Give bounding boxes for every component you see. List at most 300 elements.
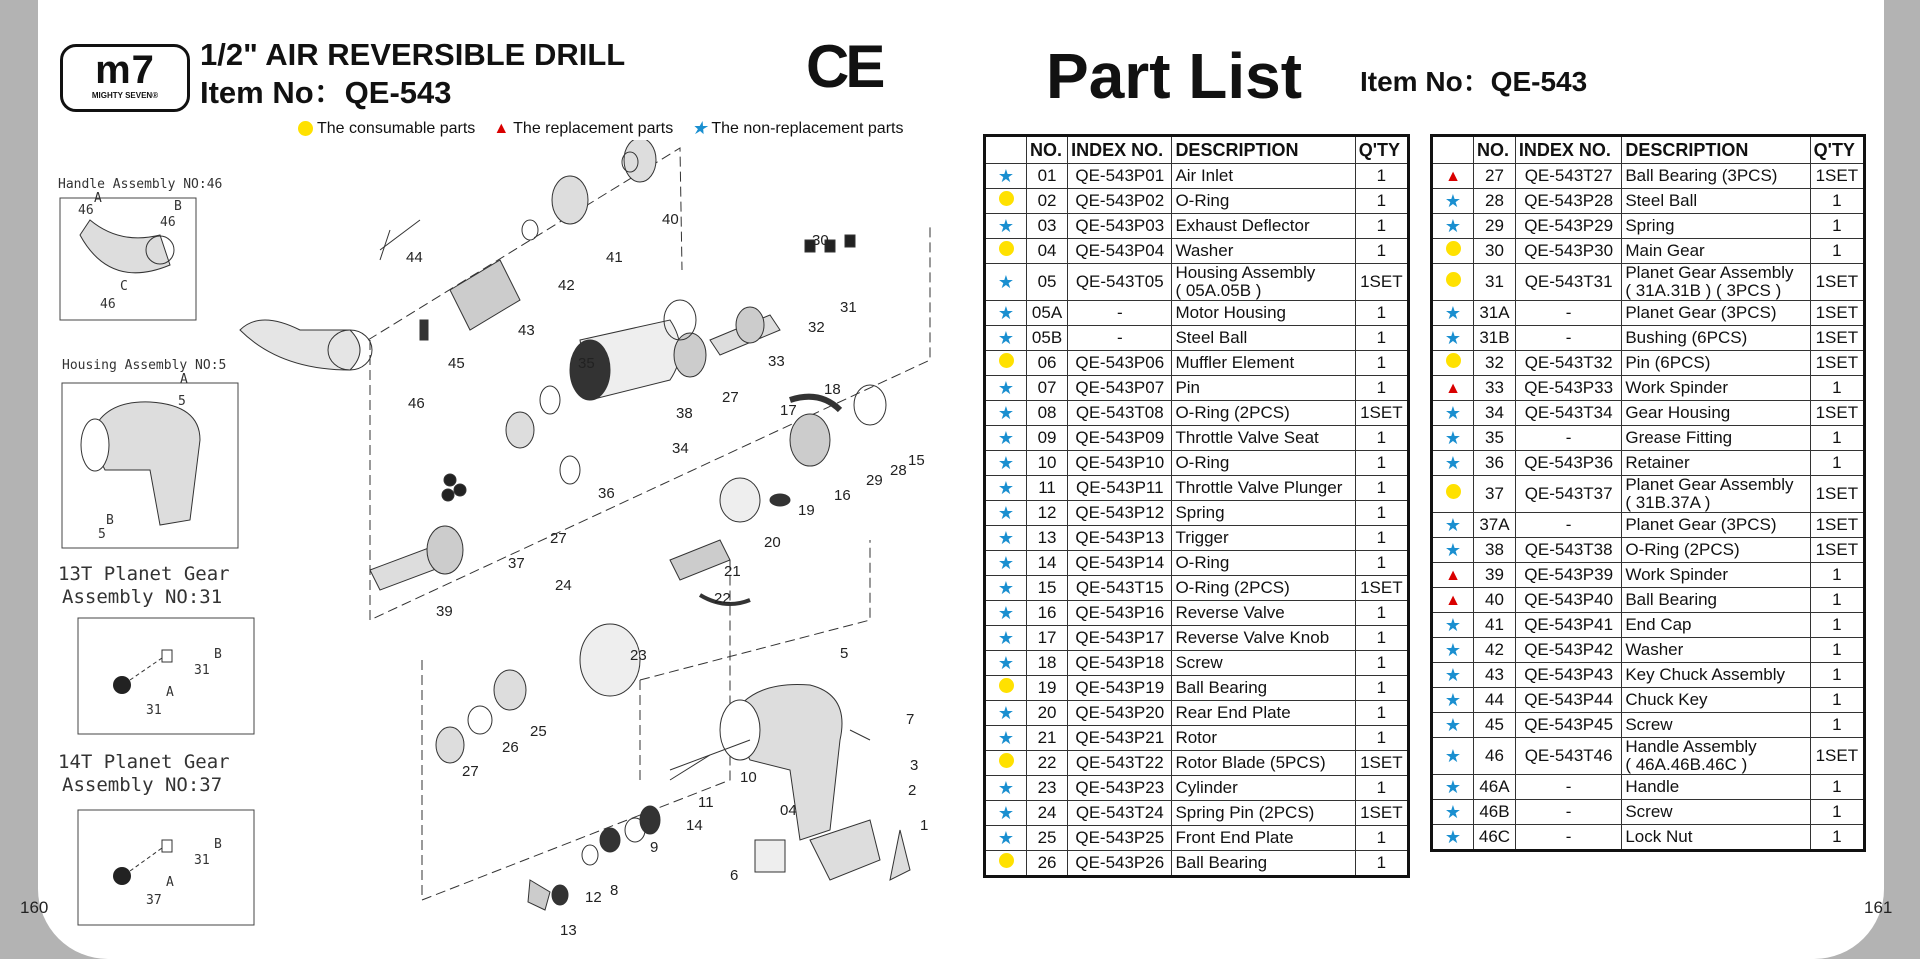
table-row (985, 239, 1409, 264)
yellow-dot-icon (1446, 241, 1461, 256)
table-row (985, 326, 1409, 351)
description-line: Cylinder (1175, 778, 1238, 797)
part-type-cell (985, 214, 1027, 239)
part-no: 39 (1474, 563, 1516, 588)
blue-star-icon: ★ (1444, 745, 1462, 766)
svg-text:46: 46 (100, 297, 116, 312)
description-line: Steel Ball (1625, 191, 1698, 210)
part-no: 37 (1474, 476, 1516, 513)
part-qty: 1SET (1355, 576, 1408, 601)
description-line: Trigger (1175, 528, 1229, 547)
part-no: 40 (1474, 588, 1516, 613)
table-row (1432, 538, 1865, 563)
part-description (1622, 189, 1810, 214)
part-qty: 1SET (1810, 738, 1864, 775)
blue-star-icon: ★ (997, 552, 1015, 573)
part-type-cell (985, 726, 1027, 751)
part-qty: 1 (1355, 551, 1408, 576)
part-type-cell (985, 551, 1027, 576)
part-no: 18 (1027, 651, 1068, 676)
svg-text:27: 27 (550, 530, 567, 547)
svg-text:2: 2 (908, 782, 917, 799)
part-type-cell (1432, 513, 1474, 538)
description-line: Pin (1175, 378, 1201, 397)
description-line: O-Ring (2PCS) (1625, 540, 1740, 559)
part-type-cell (1432, 800, 1474, 825)
blue-star-icon: ★ (997, 827, 1015, 848)
part-description (1172, 164, 1355, 189)
table-row (985, 426, 1409, 451)
part-index: - (1515, 800, 1621, 825)
part-type-cell (985, 239, 1027, 264)
part-qty: 1 (1810, 613, 1864, 638)
part-description (1622, 476, 1810, 513)
part-description (1172, 426, 1355, 451)
part-no: 46C (1474, 825, 1516, 851)
part-type-cell (1432, 825, 1474, 851)
part-index: QE-543T22 (1068, 751, 1172, 776)
part-type-cell (985, 189, 1027, 214)
part-no: 10 (1027, 451, 1068, 476)
part-qty: 1 (1355, 851, 1408, 877)
blue-star-icon: ★ (997, 652, 1015, 673)
svg-text:46: 46 (78, 203, 94, 218)
table-row (985, 401, 1409, 426)
blue-star-icon: ★ (1444, 452, 1462, 473)
part-no: 23 (1027, 776, 1068, 801)
part-index: QE-543P21 (1068, 726, 1172, 751)
svg-text:28: 28 (890, 462, 907, 479)
part-index: QE-543T24 (1068, 801, 1172, 826)
part-description (1172, 651, 1355, 676)
blue-star-icon: ★ (997, 402, 1015, 423)
description-line: O-Ring (1175, 191, 1230, 210)
part-index: QE-543P09 (1068, 426, 1172, 451)
description-line: Ball Bearing (1175, 678, 1268, 697)
part-index: QE-543P30 (1515, 239, 1621, 264)
description-line: Exhaust Deflector (1175, 216, 1310, 235)
part-no: 12 (1027, 501, 1068, 526)
part-type-cell (1432, 264, 1474, 301)
part-qty: 1 (1355, 601, 1408, 626)
blue-star-icon: ★ (1444, 327, 1462, 348)
table-row (1432, 239, 1865, 264)
part-no: 41 (1474, 613, 1516, 638)
part-type-cell (985, 476, 1027, 501)
part-type-cell (1432, 713, 1474, 738)
svg-text:16: 16 (834, 487, 851, 504)
part-index: QE-543P43 (1515, 663, 1621, 688)
svg-text:42: 42 (558, 277, 575, 294)
header-qty: Q'TY (1810, 136, 1864, 164)
page-number-left: 160 (20, 898, 49, 917)
part-type-cell (1432, 613, 1474, 638)
part-index: QE-543P25 (1068, 826, 1172, 851)
part-no: 45 (1474, 713, 1516, 738)
part-type-cell (985, 401, 1027, 426)
svg-text:15: 15 (908, 452, 925, 469)
description-line: Screw (1625, 715, 1673, 734)
description-line: ( 31B.37A ) (1625, 493, 1711, 512)
description-line: End Cap (1625, 615, 1692, 634)
table-row (985, 476, 1409, 501)
description-line: Main Gear (1625, 241, 1705, 260)
svg-text:24: 24 (555, 577, 572, 594)
part-type-cell (1432, 326, 1474, 351)
blue-star-icon: ★ (997, 452, 1015, 473)
svg-text:6: 6 (730, 867, 739, 884)
part-index: - (1068, 301, 1172, 326)
part-qty: 1 (1355, 726, 1408, 751)
svg-text:43: 43 (518, 322, 535, 339)
header-type (985, 136, 1027, 164)
part-index: - (1515, 513, 1621, 538)
svg-text:38: 38 (676, 405, 693, 422)
blue-star-icon: ★ (997, 271, 1015, 292)
blue-star-icon: ★ (997, 427, 1015, 448)
yellow-dot-icon (999, 753, 1014, 768)
inset-13t-title-1: 13T Planet Gear (58, 563, 230, 585)
part-description (1172, 726, 1355, 751)
blue-star-icon: ★ (691, 118, 708, 138)
blue-star-icon: ★ (1444, 614, 1462, 635)
part-qty: 1 (1810, 588, 1864, 613)
part-description (1622, 214, 1810, 239)
part-qty: 1 (1810, 426, 1864, 451)
part-index: QE-543P19 (1068, 676, 1172, 701)
part-no: 35 (1474, 426, 1516, 451)
description-line: Reverse Valve (1175, 603, 1285, 622)
part-qty: 1 (1810, 825, 1864, 851)
header-type (1432, 136, 1474, 164)
part-description (1172, 826, 1355, 851)
part-type-cell (985, 501, 1027, 526)
part-description (1622, 401, 1810, 426)
part-description (1172, 751, 1355, 776)
part-type-cell (985, 676, 1027, 701)
part-description (1622, 264, 1810, 301)
table-row (1432, 426, 1865, 451)
svg-text:33: 33 (768, 353, 785, 370)
red-triangle-icon: ▲ (1445, 592, 1461, 609)
part-no: 19 (1027, 676, 1068, 701)
blue-star-icon: ★ (997, 527, 1015, 548)
part-description (1622, 538, 1810, 563)
part-no: 42 (1474, 638, 1516, 663)
description-line: Pin (6PCS) (1625, 353, 1711, 372)
svg-text:5: 5 (840, 645, 849, 662)
part-qty: 1 (1810, 214, 1864, 239)
svg-text:A: A (166, 875, 174, 890)
part-qty: 1 (1355, 351, 1408, 376)
part-index: QE-543T27 (1515, 164, 1621, 189)
legend (298, 118, 903, 139)
part-no: 27 (1474, 164, 1516, 189)
logo-mark: m7 (95, 48, 155, 92)
blue-star-icon: ★ (1444, 514, 1462, 535)
part-qty: 1SET (1810, 164, 1864, 189)
description-line: Planet Gear (3PCS) (1625, 303, 1777, 322)
part-qty: 1 (1355, 826, 1408, 851)
description-line: Retainer (1625, 453, 1690, 472)
table-row (1432, 638, 1865, 663)
blue-star-icon: ★ (1444, 826, 1462, 847)
table-row (985, 601, 1409, 626)
part-index: - (1515, 426, 1621, 451)
page-number-right: 161 (1864, 898, 1893, 917)
part-no: 29 (1474, 214, 1516, 239)
part-description (1172, 526, 1355, 551)
description-line: Grease Fitting (1625, 428, 1733, 447)
part-no: 46B (1474, 800, 1516, 825)
svg-text:39: 39 (436, 603, 453, 620)
part-index: QE-543P18 (1068, 651, 1172, 676)
part-index: QE-543T31 (1515, 264, 1621, 301)
part-index: - (1515, 825, 1621, 851)
svg-text:A: A (166, 685, 174, 700)
part-no: 07 (1027, 376, 1068, 401)
table-row (1432, 775, 1865, 800)
part-description (1622, 426, 1810, 451)
part-qty: 1 (1355, 476, 1408, 501)
table-row (1432, 688, 1865, 713)
part-type-cell (1432, 451, 1474, 476)
part-description (1172, 501, 1355, 526)
part-description (1172, 401, 1355, 426)
part-qty: 1 (1355, 701, 1408, 726)
part-index: QE-543T34 (1515, 401, 1621, 426)
part-description (1172, 576, 1355, 601)
part-qty: 1 (1810, 239, 1864, 264)
svg-text:34: 34 (672, 440, 689, 457)
description-line: ( 05A.05B ) (1175, 281, 1262, 300)
part-description (1172, 776, 1355, 801)
part-qty: 1 (1810, 189, 1864, 214)
part-index: QE-543P17 (1068, 626, 1172, 651)
part-description (1622, 738, 1810, 775)
svg-text:32: 32 (808, 319, 825, 336)
part-type-cell (1432, 588, 1474, 613)
part-type-cell (985, 264, 1027, 301)
description-line: Motor Housing (1175, 303, 1286, 322)
part-description (1172, 626, 1355, 651)
blue-star-icon: ★ (997, 727, 1015, 748)
part-qty: 1 (1355, 501, 1408, 526)
table-row (1432, 613, 1865, 638)
part-index: QE-543P44 (1515, 688, 1621, 713)
part-index: QE-543T37 (1515, 476, 1621, 513)
part-no: 13 (1027, 526, 1068, 551)
part-qty: 1SET (1355, 264, 1408, 301)
svg-text:1: 1 (920, 817, 929, 834)
part-description (1622, 713, 1810, 738)
ce-mark: CE (806, 33, 882, 100)
part-type-cell (1432, 189, 1474, 214)
yellow-dot-icon (999, 678, 1014, 693)
part-list-heading: Part List (1046, 40, 1303, 112)
svg-text:18: 18 (824, 381, 841, 398)
blue-star-icon: ★ (1444, 539, 1462, 560)
part-index: QE-543P36 (1515, 451, 1621, 476)
part-type-cell (985, 526, 1027, 551)
part-index: QE-543P12 (1068, 501, 1172, 526)
part-no: 01 (1027, 164, 1068, 189)
part-description (1622, 563, 1810, 588)
part-qty: 1 (1355, 426, 1408, 451)
svg-text:41: 41 (606, 249, 623, 266)
blue-star-icon: ★ (1444, 664, 1462, 685)
description-line: Planet Gear (3PCS) (1625, 515, 1777, 534)
description-line: Rear End Plate (1175, 703, 1291, 722)
part-qty: 1 (1355, 301, 1408, 326)
description-line: Work Spinder (1625, 565, 1729, 584)
svg-text:40: 40 (662, 211, 679, 228)
part-index: - (1515, 301, 1621, 326)
table-row (985, 501, 1409, 526)
part-no: 38 (1474, 538, 1516, 563)
table-row (985, 701, 1409, 726)
exploded-parts (240, 140, 930, 910)
part-type-cell (985, 701, 1027, 726)
part-qty: 1SET (1810, 476, 1864, 513)
blue-star-icon: ★ (1444, 402, 1462, 423)
table-row (985, 551, 1409, 576)
svg-text:17: 17 (780, 402, 797, 419)
table-row (1432, 563, 1865, 588)
part-no: 32 (1474, 351, 1516, 376)
blue-star-icon: ★ (997, 777, 1015, 798)
part-description (1622, 588, 1810, 613)
part-description (1172, 351, 1355, 376)
yellow-dot-icon (999, 241, 1014, 256)
svg-text:37: 37 (146, 893, 162, 908)
part-no: 06 (1027, 351, 1068, 376)
part-no: 05A (1027, 301, 1068, 326)
header-desc: DESCRIPTION (1622, 136, 1810, 164)
table-row (1432, 214, 1865, 239)
header-qty: Q'TY (1355, 136, 1408, 164)
header-no: NO. (1027, 136, 1068, 164)
description-line: Rotor Blade (5PCS) (1175, 753, 1326, 772)
part-qty: 1SET (1810, 538, 1864, 563)
svg-text:B: B (106, 513, 114, 528)
part-no: 33 (1474, 376, 1516, 401)
part-qty: 1 (1355, 189, 1408, 214)
svg-text:3: 3 (910, 757, 919, 774)
part-index: QE-543T15 (1068, 576, 1172, 601)
table-row (985, 776, 1409, 801)
table-header-row (1432, 136, 1865, 164)
part-description (1172, 476, 1355, 501)
blue-star-icon: ★ (997, 327, 1015, 348)
description-line: Reverse Valve Knob (1175, 628, 1330, 647)
part-type-cell (985, 426, 1027, 451)
part-no: 25 (1027, 826, 1068, 851)
part-description (1622, 376, 1810, 401)
description-line: O-Ring (1175, 453, 1230, 472)
description-line: Throttle Valve Seat (1175, 428, 1319, 447)
part-description (1172, 189, 1355, 214)
svg-text:22: 22 (714, 590, 731, 607)
part-description (1622, 239, 1810, 264)
blue-star-icon: ★ (997, 215, 1015, 236)
part-qty: 1 (1355, 164, 1408, 189)
part-type-cell (985, 776, 1027, 801)
description-line: Spring Pin (2PCS) (1175, 803, 1315, 822)
part-index: QE-543P10 (1068, 451, 1172, 476)
part-no: 24 (1027, 801, 1068, 826)
description-line: Key Chuck Assembly (1625, 665, 1786, 684)
description-line: Spring (1625, 216, 1675, 235)
part-type-cell (985, 576, 1027, 601)
part-type-cell (985, 451, 1027, 476)
part-no: 37A (1474, 513, 1516, 538)
description-line: Planet Gear Assembly (1625, 475, 1794, 494)
inset-14t-title-2: Assembly NO:37 (62, 774, 223, 796)
part-no: 36 (1474, 451, 1516, 476)
part-description (1622, 613, 1810, 638)
table-row (1432, 738, 1865, 775)
svg-text:04: 04 (780, 802, 797, 819)
part-description (1172, 851, 1355, 877)
description-line: O-Ring (1175, 553, 1230, 572)
description-line: ( 31A.31B ) ( 3PCS ) (1625, 281, 1782, 300)
part-no: 02 (1027, 189, 1068, 214)
svg-text:5: 5 (178, 394, 186, 409)
svg-text:7: 7 (906, 711, 915, 728)
logo-text: MIGHTY SEVEN® (91, 91, 159, 100)
part-qty: 1 (1810, 775, 1864, 800)
part-index: QE-543P04 (1068, 239, 1172, 264)
yellow-dot-icon (1446, 272, 1461, 287)
blue-star-icon: ★ (997, 702, 1015, 723)
part-type-cell (985, 801, 1027, 826)
part-type-cell (985, 626, 1027, 651)
blue-star-icon: ★ (1444, 302, 1462, 323)
part-description (1172, 451, 1355, 476)
svg-text:31: 31 (194, 663, 210, 678)
table-row (1432, 351, 1865, 376)
part-description (1172, 264, 1355, 301)
table-row (1432, 164, 1865, 189)
svg-text:14: 14 (686, 817, 703, 834)
part-type-cell (985, 826, 1027, 851)
svg-text:9: 9 (650, 839, 659, 856)
part-qty: 1SET (1355, 751, 1408, 776)
part-qty: 1SET (1810, 326, 1864, 351)
part-description (1622, 688, 1810, 713)
brand-logo (60, 44, 190, 112)
part-index: QE-543P23 (1068, 776, 1172, 801)
svg-text:46: 46 (160, 215, 176, 230)
part-qty: 1SET (1355, 801, 1408, 826)
part-type-cell (1432, 426, 1474, 451)
part-qty: 1SET (1810, 513, 1864, 538)
part-no: 04 (1027, 239, 1068, 264)
part-no: 30 (1474, 239, 1516, 264)
part-index: QE-543T32 (1515, 351, 1621, 376)
part-qty: 1SET (1810, 264, 1864, 301)
description-line: Ball Bearing (3PCS) (1625, 166, 1778, 185)
part-type-cell (1432, 688, 1474, 713)
header-index: INDEX NO. (1068, 136, 1172, 164)
svg-text:B: B (214, 647, 222, 662)
blue-star-icon: ★ (997, 502, 1015, 523)
table-row (985, 264, 1409, 301)
description-line: Bushing (6PCS) (1625, 328, 1748, 347)
part-description (1172, 676, 1355, 701)
part-no: 28 (1474, 189, 1516, 214)
